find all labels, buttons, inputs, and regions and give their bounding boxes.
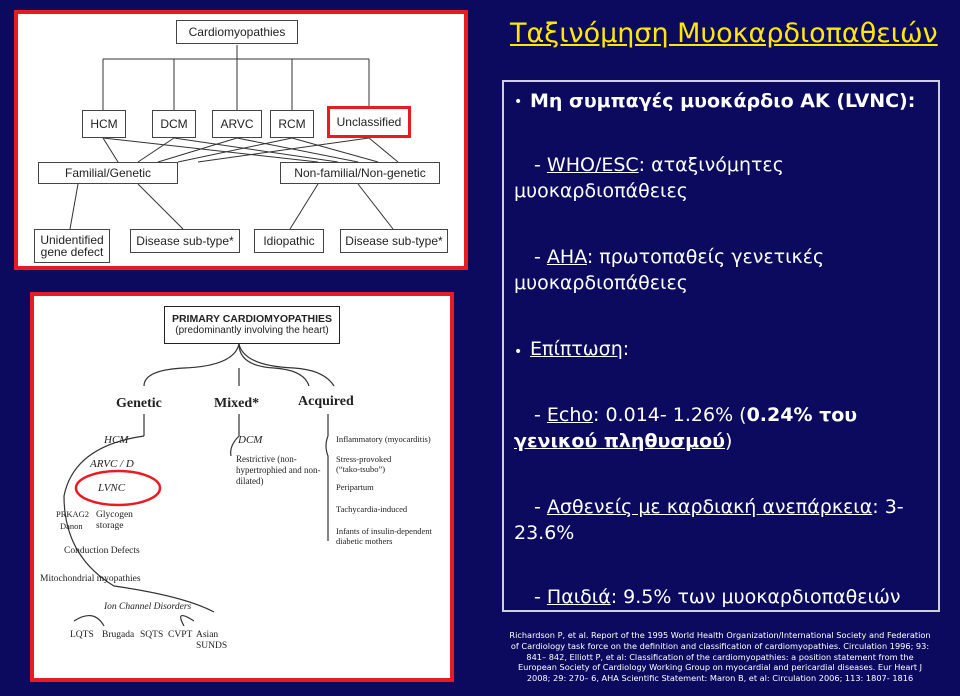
aha-ion-brugada: Brugada <box>102 630 135 640</box>
aha-header-subtitle: (predominantly involving the heart) <box>175 325 329 336</box>
esc-type-arvc: ARVC <box>212 110 262 138</box>
aha-text: : πρωτοπαθείς γενετικές <box>586 246 825 268</box>
echo-line-2 <box>514 430 732 452</box>
ped-prefix: - <box>534 586 547 608</box>
esc-type-rcm: RCM <box>270 110 314 138</box>
echo-bold-2: γενικού πληθυσμού <box>514 430 725 452</box>
esc-subtype-box-2: Disease sub-type* <box>340 229 448 253</box>
aha-prkag2: PRKAG2 <box>56 509 90 519</box>
aha-ion: Ion Channel Disorders <box>104 602 192 612</box>
lvnc-heading: Μη συμπαγές μυοκάρδιο ΑΚ (LVNC): <box>530 90 916 112</box>
aha-ion-lqts: LQTS <box>70 630 94 640</box>
aha-mito: Mitochondrial myopathies <box>40 574 141 584</box>
aha-acquired-label: Acquired <box>298 394 354 409</box>
prevalence-label: Επίπτωση <box>530 338 623 360</box>
ped-label: Παιδιά <box>546 586 611 608</box>
esc-subtype-box-1: Disease sub-type* <box>130 229 240 253</box>
aha-header-title: PRIMARY CARDIOMYOPATHIES <box>171 313 333 325</box>
echo-prefix: - <box>534 404 547 426</box>
hf-text: : 3- <box>872 496 904 518</box>
esc-type-dcm: DCM <box>152 110 196 138</box>
who-line-2: μυοκαρδιοπάθειες <box>514 180 688 202</box>
aha-header-box <box>164 306 340 344</box>
aha-mixed-dcm: DCM <box>238 434 263 446</box>
echo-end: ) <box>725 430 733 452</box>
text-panel <box>502 80 940 612</box>
aha-line <box>534 246 824 268</box>
esc-type-unclassified: Unclassified <box>327 106 411 138</box>
aha-acquired-tachycardia: Tachycardia-induced <box>336 504 408 514</box>
aha-acquired-peripartum: Peripartum <box>336 482 374 492</box>
aha-acquired-inflammatory: Inflammatory (myocarditis) <box>336 434 431 444</box>
aha-genetic-hcm: HCM <box>104 434 129 446</box>
who-text: : αταξινόμητες <box>638 154 784 176</box>
aha-acquired-stress: Stress-provoked (“tako-tsubo”) <box>336 454 392 474</box>
esc-idiopathic-box: Idiopathic <box>254 229 324 253</box>
esc-type-hcm: HCM <box>82 110 126 138</box>
slide-title: Ταξινόμηση Μυοκαρδιοπαθειών <box>510 18 938 49</box>
aha-prefix: - <box>534 246 547 268</box>
hf-prefix: - <box>534 496 547 518</box>
aha-line-2: μυοκαρδιοπάθειες <box>514 272 688 294</box>
ped-line <box>534 586 900 608</box>
aha-glycogen: Glycogen storage <box>96 510 133 531</box>
who-line <box>534 154 784 176</box>
aha-label: AHA <box>546 246 587 268</box>
echo-text: : 0.014- 1.26% ( <box>593 404 747 426</box>
esc-nonfamilial-box: Non-familial/Non-genetic <box>280 162 440 184</box>
aha-danon: Danon <box>60 521 83 531</box>
hf-line-2: 23.6% <box>514 522 575 544</box>
aha-mixed-label: Mixed* <box>214 396 260 411</box>
aha-classification-figure <box>30 292 454 682</box>
esc-root-box: Cardiomyopathies <box>176 20 298 44</box>
aha-ion-sqts: SQTS <box>140 630 164 640</box>
aha-genetic-label: Genetic <box>116 396 162 411</box>
esc-classification-figure <box>14 10 468 270</box>
reference-text: Richardson P, et al. Report of the 1995 World Health Organization/International Society and Federation of Cardiology task force on the definition and classification of cardiomyopathies. Circulation 1996; 93: 841– 842, Elliott P, et al: Classification of the cardiomyopathies: a position statement from the European Society of Cardiology Working Group on myocardial and pericardial diseases. Eur Heart J 2008; 29: 270– 6, AHA Scientific Statement: Maron B, et al: Circulation 2006; 113: 1807- 1816 <box>509 630 931 684</box>
prevalence-heading <box>530 338 629 360</box>
echo-bold: 0.24% του <box>746 404 858 426</box>
ped-text: : 9.5% των μυοκαρδιοπαθειών <box>610 586 901 608</box>
aha-mixed-restrictive: Restrictive (non-hypertrophied and non-dilated) <box>236 454 321 486</box>
aha-genetic-lvnc: LVNC <box>98 482 126 494</box>
prevalence-colon: : <box>622 338 630 360</box>
who-label: WHO/ESC <box>546 154 639 176</box>
aha-tree-lines <box>34 296 450 678</box>
aha-conduction: Conduction Defects <box>64 546 140 556</box>
echo-line <box>534 404 857 426</box>
echo-label: Echo <box>546 404 594 426</box>
aha-genetic-arvc: ARVC / D <box>90 458 134 470</box>
aha-ion-asian-sunds: Asian SUNDS <box>196 630 228 651</box>
bullet-icon: • <box>514 94 523 110</box>
hf-line <box>534 496 904 518</box>
who-prefix: - <box>534 154 547 176</box>
aha-ion-cvpt: CVPT <box>168 630 193 640</box>
bullet-icon: • <box>514 344 523 360</box>
esc-familial-box: Familial/Genetic <box>38 162 178 184</box>
aha-acquired-infants: Infants of insulin-dependent diabetic mothers <box>336 526 432 546</box>
esc-unidentified-box: Unidentified gene defect <box>34 229 110 263</box>
hf-label: Ασθενείς με καρδιακή ανεπάρκεια <box>546 496 873 518</box>
